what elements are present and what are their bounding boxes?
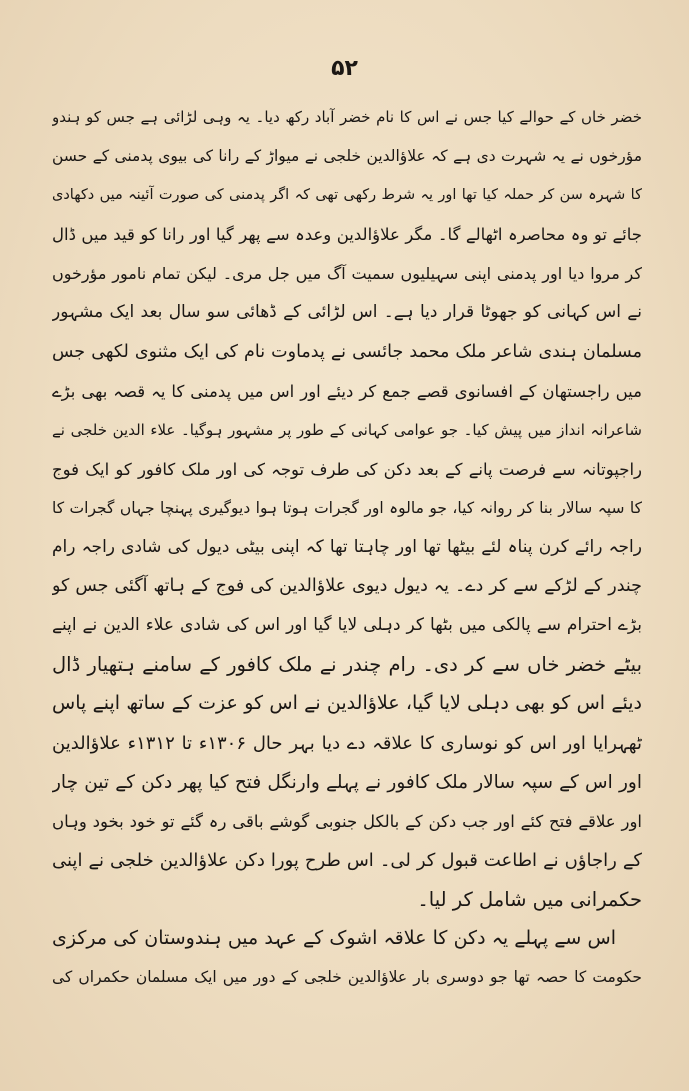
text-line: اور علاقے فتح کئے اور جب دکن کے بالکل جنوبی گوشے باقی رہ گئے تو خود بخود وہاں [52,811,642,831]
text-line: خضر خاں کے حوالے کیا جس نے اس کا نام خضر آباد رکھ دیا۔ یہ وہی لڑائی ہے جس کو ہندو [52,108,642,126]
text-line: کر مروا دیا اور پدمنی اپنی سہیلیوں سمیت آگ میں جل مری۔ لیکن تمام نامور مؤرخوں [52,264,642,284]
page-text [52,98,642,997]
text-line: کا شہرہ سن کر حملہ کیا تھا اور یہ شرط رکھی تھی کہ اگر پدمنی کی صورت آئینہ میں دکھادی [52,187,642,204]
text-line: کا سپہ سالار بنا کر روانہ کیا، جو مالوہ اور گجرات ہوتا ہوا دیوگیری پہنچا جہاں گجرات کا [52,498,642,517]
text-line: راجپوتانہ سے فرصت پانے کے بعد دکن کی طرف توجہ کی اور ملک کافور کو ایک فوج [52,459,642,479]
text-line: بڑے احترام سے پالکی میں بٹھا کر دہلی لایا گیا اور اس کی شادی علاء الدین نے اپنے [52,615,642,636]
paragraph-start-line: اس سے پہلے یہ دکن کا علاقہ اشوک کے عہد میں ہندوستان کی مرکزی [52,926,616,949]
text-line: دیئے اس کو بھی دہلی لایا گیا، علاؤالدین نے اس کو عزت کے ساتھ اپنے پاس [52,692,642,715]
text-line: اور اس کے سپہ سالار ملک کافور نے پہلے وارنگل فتح کیا پھر دکن کے تین چار [52,771,642,793]
text-line: حکومت کا حصہ تھا جو دوسری بار علاؤالدین خلجی کے دور میں ایک مسلمان حکمراں کی [52,968,642,987]
text-line: چندر کے لڑکے سے کر دے۔ یہ دیول دیوی علاؤالدین کی فوج کے ہاتھ آگئی جس کو [52,576,642,597]
text-line: شاعرانہ انداز میں پیش کیا۔ جو عوامی کہانی کے طور پر مشہور ہوگیا۔ علاء الدین خلجی نے [52,420,642,439]
text-line: مؤرخوں نے یہ شہرت دی ہے کہ علاؤالدین خلجی نے میواڑ کے رانا کی بیوی پدمنی کے حسن [52,147,642,166]
text-line: میں راجستھان کے افسانوی قصے جمع کر دیئے اور اس میں پدمنی کا یہ قصہ بھی بڑے [52,381,642,401]
text-line: راجہ رائے کرن پناہ لئے بیٹھا تھا اور چاہتا تھا کہ اپنی بیٹی دیول کی شادی راجہ رام [52,537,642,558]
text-line: کے راجاؤں نے اطاعت قبول کر لی۔ اس طرح پورا دکن علاؤالدین خلجی نے اپنی [52,849,642,871]
text-line: نے اس کہانی کو جھوٹا قرار دیا ہے۔ اس لڑائی کے ڈھائی سو سال بعد ایک مشہور [52,302,642,323]
text-line: ٹھہرایا اور اس کو نوساری کا علاقہ دے دیا بہر حال ۱۳۰۶ء تا ۱۳۱۲ء علاؤالدین [52,732,642,754]
page-number: ۵۲ [331,56,358,81]
text-line: جائے تو وہ محاصرہ اٹھالے گا۔ مگر علاؤالدین وعدہ سے پھر گیا اور رانا کو قید میں ڈال [52,225,642,245]
paragraph-end-line: حکمرانی میں شامل کر لیا۔ [417,887,642,911]
text-line: بیٹے خضر خاں سے کر دی۔ رام چندر نے ملک کافور کے سامنے ہتھیار ڈال [52,653,642,677]
text-line: مسلمان ہندی شاعر ملک محمد جائسی نے پدماوت نام کی ایک مثنوی لکھی جس [52,341,642,362]
